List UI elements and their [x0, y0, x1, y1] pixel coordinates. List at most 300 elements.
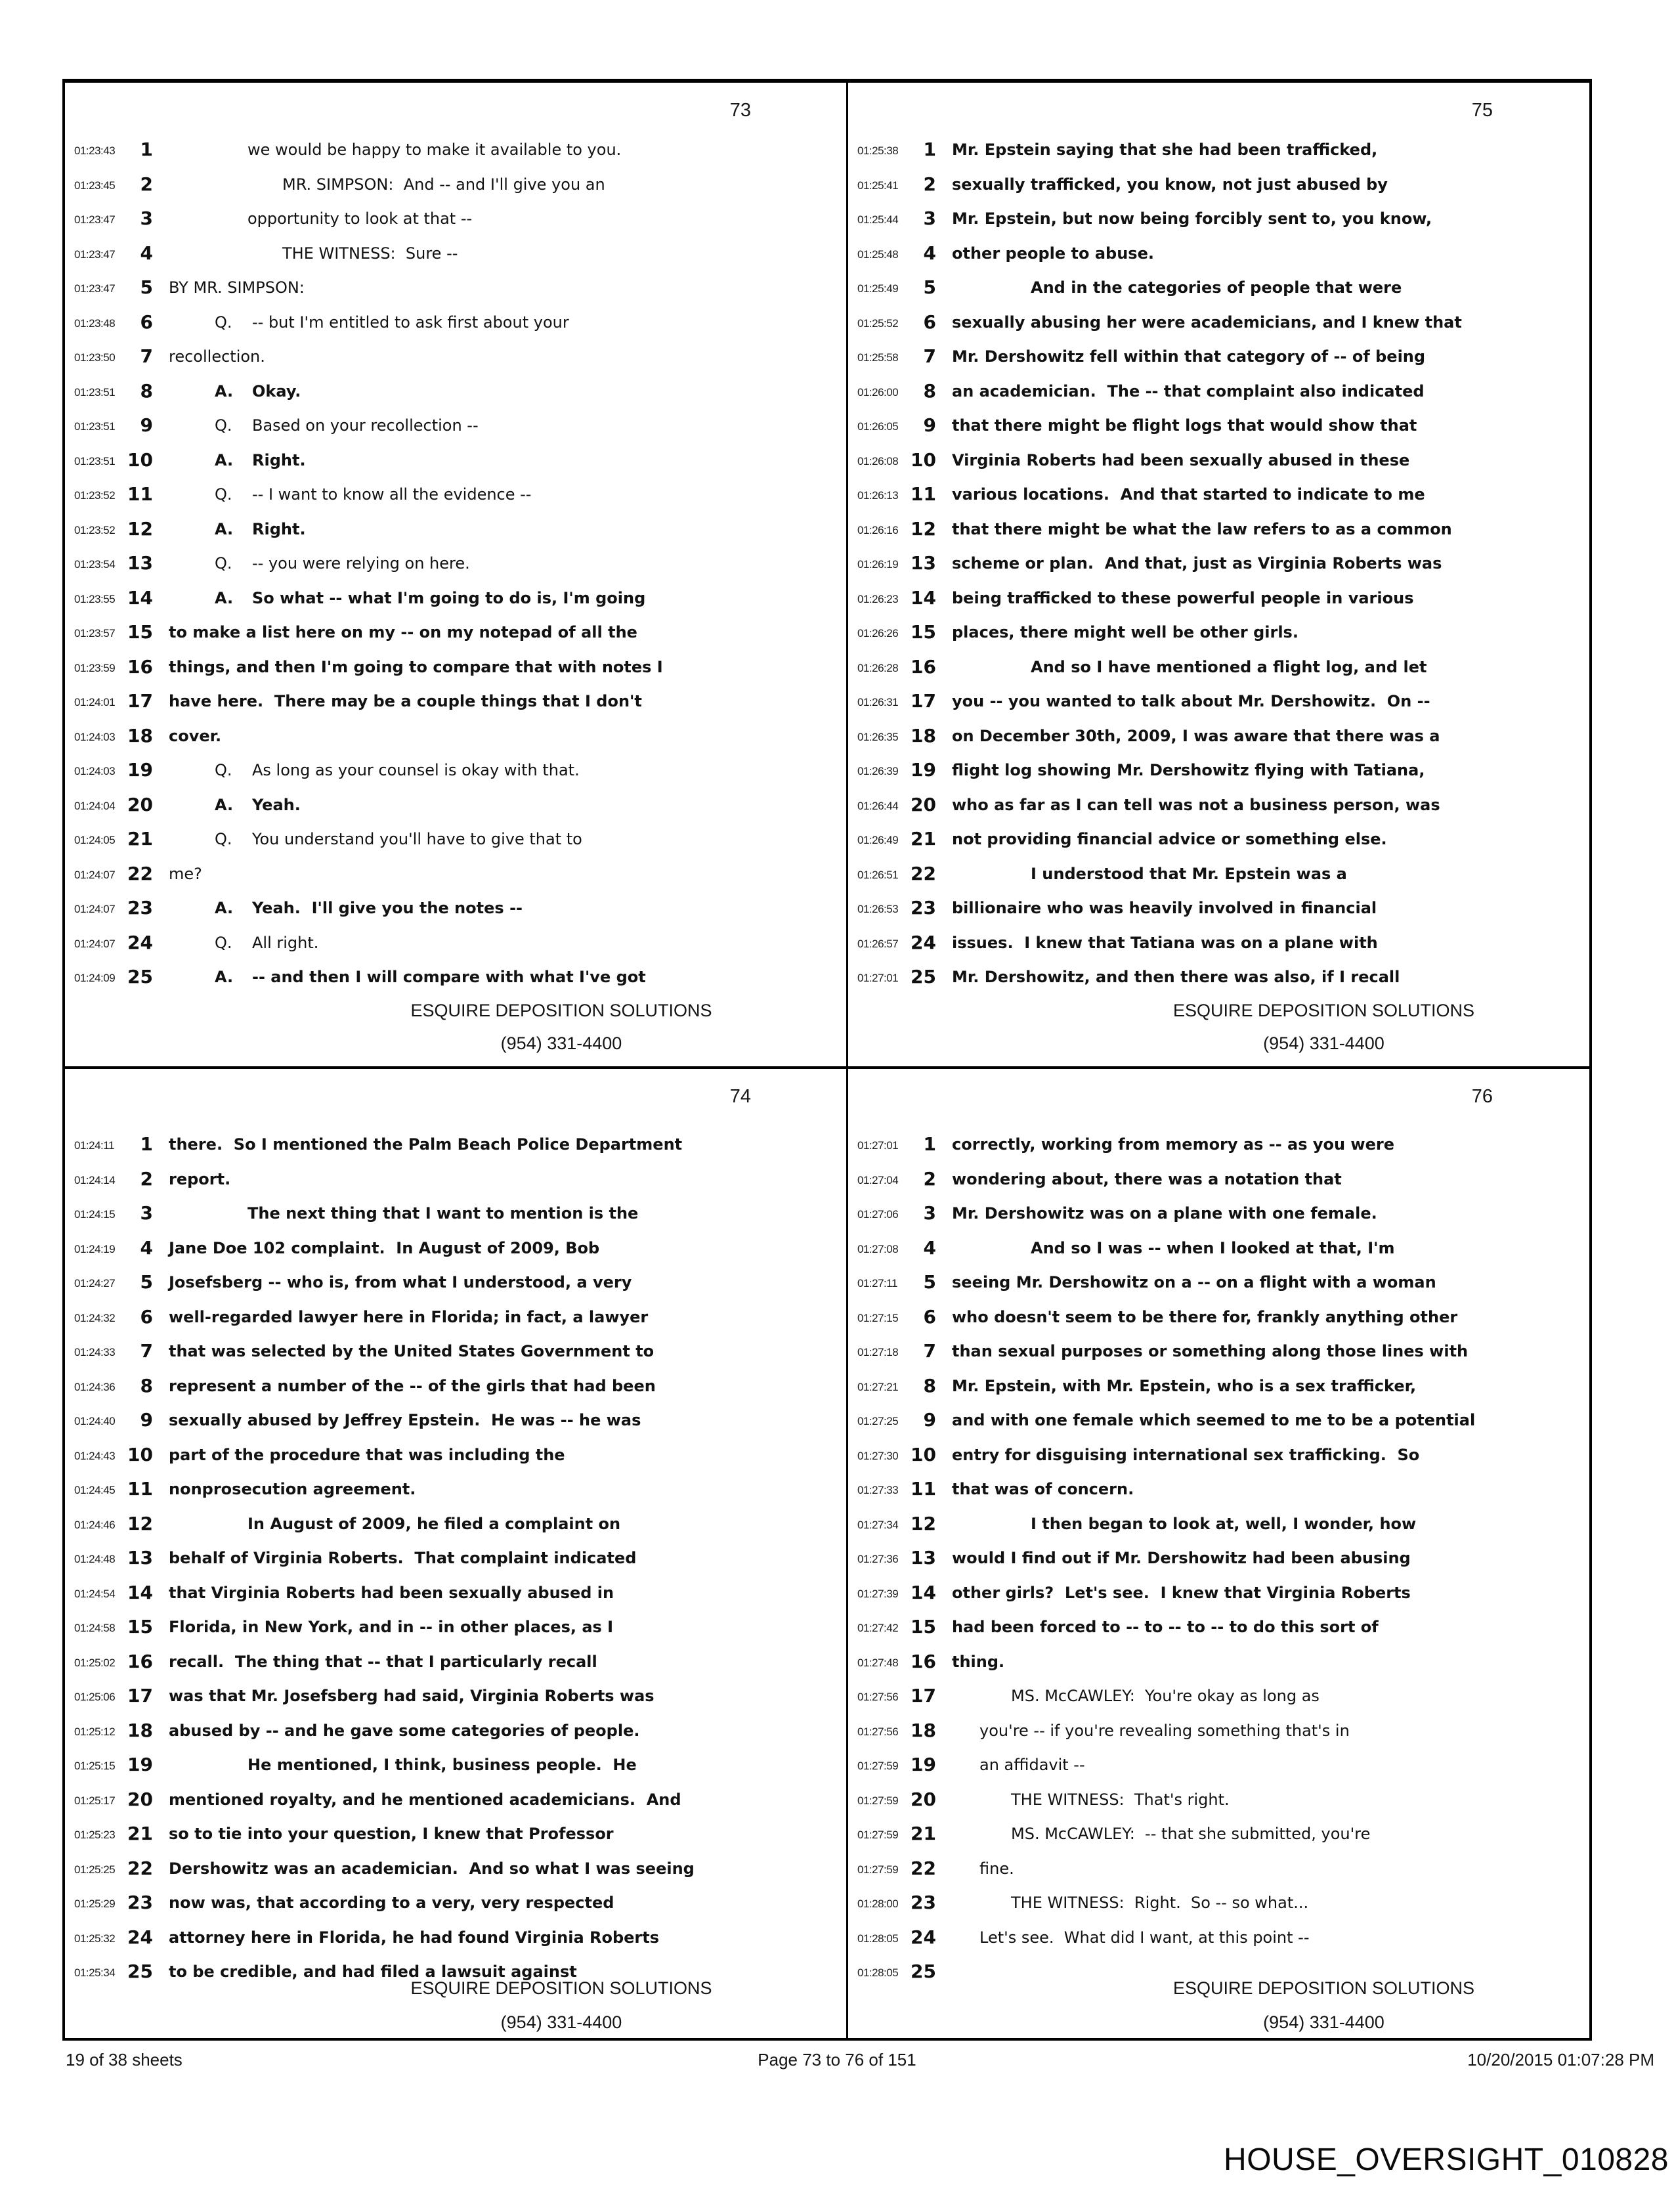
line-number: 5: [140, 276, 153, 298]
line-timestamp: 01:24:32: [74, 1311, 116, 1324]
reporter-phone: (954) 331-4400: [1263, 2012, 1384, 2032]
transcript-line: [65, 1582, 846, 1616]
line-text: Mr. Dershowitz was on a plane with one female.: [952, 1204, 1377, 1223]
line-number: 7: [140, 1340, 153, 1362]
line-text: Mr. Epstein, but now being forcibly sent to, you know,: [952, 209, 1432, 228]
transcript-line: [65, 725, 846, 760]
line-number: 13: [911, 1547, 936, 1569]
line-number: 3: [140, 207, 153, 229]
line-text: THE WITNESS: Right. So -- so what...: [1011, 1894, 1309, 1912]
line-text: places, there might well be other girls.: [952, 623, 1298, 641]
transcript-line: [65, 1857, 846, 1892]
line-timestamp: 01:25:25: [74, 1863, 116, 1876]
transcript-line: [848, 414, 1588, 449]
line-timestamp: 01:27:59: [857, 1863, 899, 1876]
line-number: 5: [923, 276, 936, 298]
line-number: 22: [911, 1857, 936, 1879]
transcript-line: [65, 1478, 846, 1513]
line-timestamp: 01:24:43: [74, 1449, 116, 1462]
transcript-line: [848, 552, 1588, 587]
line-text: that was of concern.: [952, 1480, 1134, 1498]
line-timestamp: 01:27:56: [857, 1691, 899, 1703]
transcript-line: [848, 1892, 1588, 1926]
transcript-line: [848, 1340, 1588, 1375]
transcript-line: [848, 1409, 1588, 1444]
line-text: And so I was -- when I looked at that, I'm: [1031, 1238, 1395, 1257]
line-text: represent a number of the -- of the girls that had been: [169, 1376, 656, 1395]
print-timestamp: 10/20/2015 01:07:28 PM: [1467, 2050, 1654, 2070]
line-text: THE WITNESS: Sure --: [282, 244, 458, 263]
line-text: A. Okay.: [215, 381, 301, 401]
line-number: 17: [127, 690, 153, 712]
line-number: 8: [140, 380, 153, 402]
line-number: 18: [127, 724, 153, 747]
qa-label: A.: [215, 588, 234, 607]
line-text: attorney here in Florida, he had found Virginia Roberts: [169, 1928, 660, 1947]
line-timestamp: 01:25:12: [74, 1725, 116, 1738]
transcript-line: [848, 1237, 1588, 1272]
line-text: to make a list here on my -- on my notepad of all the: [169, 623, 637, 641]
transcript-line: [848, 1375, 1588, 1410]
transcript-line: [65, 1651, 846, 1685]
line-timestamp: 01:24:36: [74, 1380, 116, 1393]
line-timestamp: 01:25:44: [857, 213, 899, 226]
line-timestamp: 01:26:53: [857, 903, 899, 915]
transcript-line: [848, 139, 1588, 173]
transcript-line: [65, 1375, 846, 1410]
reporter-company: ESQUIRE DEPOSITION SOLUTIONS: [410, 1001, 712, 1020]
line-number: 8: [140, 1374, 153, 1397]
line-number: 18: [911, 1719, 936, 1741]
transcript-line: [65, 173, 846, 208]
line-text: cover.: [169, 726, 222, 745]
transcript-line: [848, 1306, 1588, 1341]
line-timestamp: 01:26:35: [857, 730, 899, 743]
transcript-line: [848, 276, 1588, 311]
line-timestamp: 01:25:06: [74, 1691, 116, 1703]
line-text: recollection.: [169, 347, 265, 366]
line-text: A. Right.: [215, 519, 306, 538]
qa-label: Q.: [215, 416, 232, 435]
line-number: 25: [127, 1961, 153, 1982]
line-number: 17: [911, 1685, 936, 1706]
transcript-lines: [848, 1133, 1588, 2006]
line-number: 20: [127, 1788, 153, 1810]
line-timestamp: 01:24:46: [74, 1518, 116, 1531]
line-number: 10: [911, 1443, 936, 1465]
transcript-line: [848, 1133, 1588, 1168]
line-number: 18: [127, 1719, 153, 1741]
line-number: 23: [911, 1892, 936, 1913]
line-text: Jane Doe 102 complaint. In August of 2009, Bob: [169, 1238, 600, 1257]
line-number: 13: [911, 552, 936, 574]
line-timestamp: 01:28:05: [857, 1966, 899, 1979]
transcript-line: [65, 690, 846, 725]
line-number: 16: [911, 1650, 936, 1672]
line-text: who as far as I can tell was not a business person, was: [952, 795, 1440, 814]
line-text: not providing financial advice or something else.: [952, 830, 1387, 848]
line-number: 7: [923, 1340, 936, 1362]
transcript-line: [65, 621, 846, 656]
line-text: A. Yeah.: [215, 795, 301, 814]
line-text: Mr. Dershowitz fell within that category of -- of being: [952, 347, 1426, 366]
transcript-line: [848, 1513, 1588, 1548]
line-text: well-regarded lawyer here in Florida; in fact, a lawyer: [169, 1307, 649, 1326]
line-timestamp: 01:23:57: [74, 627, 116, 640]
line-text: things, and then I'm going to compare that with notes I: [169, 657, 663, 676]
line-number: 24: [911, 931, 936, 953]
transcript-line: [848, 345, 1588, 380]
line-number: 4: [140, 242, 153, 264]
line-timestamp: 01:25:52: [857, 316, 899, 330]
line-timestamp: 01:25:34: [74, 1966, 116, 1979]
line-number: 21: [911, 828, 936, 850]
line-timestamp: 01:27:08: [857, 1242, 899, 1255]
line-text: we would be happy to make it available to you.: [247, 141, 622, 159]
transcript-line: [65, 1926, 846, 1961]
line-number: 21: [127, 1823, 153, 1844]
transcript-line: [848, 897, 1588, 932]
transcript-line: [848, 1789, 1588, 1823]
reporter-company: ESQUIRE DEPOSITION SOLUTIONS: [1172, 1001, 1475, 1020]
line-timestamp: 01:27:56: [857, 1725, 899, 1738]
transcript-line: [848, 1720, 1588, 1754]
transcript-line: [65, 1754, 846, 1789]
line-timestamp: 01:24:07: [74, 903, 116, 915]
line-number: 2: [923, 1167, 936, 1190]
transcript-line: [848, 1582, 1588, 1616]
transcript-line: [65, 1340, 846, 1375]
qa-label: Q.: [215, 761, 232, 779]
transcript-line: [65, 1823, 846, 1857]
line-number: 3: [923, 207, 936, 229]
line-timestamp: 01:24:33: [74, 1346, 116, 1358]
line-number: 15: [127, 621, 153, 643]
line-text: MS. McCAWLEY: You're okay as long as: [1011, 1687, 1320, 1705]
transcript-line: [65, 518, 846, 553]
line-text: that was selected by the United States Government to: [169, 1342, 655, 1360]
line-text: billionaire who was heavily involved in financial: [952, 899, 1377, 917]
line-number: 10: [911, 448, 936, 471]
line-number: 23: [127, 1892, 153, 1913]
line-timestamp: 01:27:01: [857, 972, 899, 984]
line-text: Josefsberg -- who is, from what I understood, a very: [169, 1273, 632, 1291]
line-timestamp: 01:27:25: [857, 1415, 899, 1427]
line-timestamp: 01:24:07: [74, 937, 116, 950]
line-text: sexually abused by Jeffrey Epstein. He was -- he was: [169, 1411, 641, 1429]
transcript-line: [848, 725, 1588, 760]
transcript-line: [65, 1513, 846, 1548]
line-timestamp: 01:25:17: [74, 1794, 116, 1807]
line-timestamp: 01:26:08: [857, 454, 899, 467]
line-timestamp: 01:24:27: [74, 1277, 116, 1290]
line-text: had been forced to -- to -- to -- to do this sort of: [952, 1618, 1379, 1636]
line-timestamp: 01:23:45: [74, 179, 116, 192]
line-number: 18: [911, 724, 936, 747]
line-timestamp: 01:24:03: [74, 730, 116, 743]
line-timestamp: 01:25:02: [74, 1656, 116, 1669]
transcript-line: [65, 897, 846, 932]
line-number: 19: [911, 759, 936, 781]
line-number: 1: [923, 1133, 936, 1155]
line-text: so to tie into your question, I knew that Professor: [169, 1825, 614, 1843]
line-timestamp: 01:27:48: [857, 1656, 899, 1669]
transcript-line: [65, 414, 846, 449]
line-number: 2: [923, 173, 936, 195]
line-number: 22: [127, 862, 153, 884]
line-number: 23: [911, 897, 936, 919]
line-number: 19: [127, 759, 153, 781]
transcript-line: [65, 1133, 846, 1168]
line-text: would I find out if Mr. Dershowitz had been abusing: [952, 1549, 1411, 1567]
line-text: Mr. Dershowitz, and then there was also, if I recall: [952, 968, 1400, 986]
transcript-line: [848, 380, 1588, 415]
line-text: report.: [169, 1169, 231, 1188]
line-number: 17: [911, 690, 936, 712]
line-timestamp: 01:25:38: [857, 144, 899, 157]
line-text: an academician. The -- that complaint also indicated: [952, 381, 1425, 401]
transcript-line: [65, 552, 846, 587]
line-timestamp: 01:27:01: [857, 1139, 899, 1152]
transcript-line: [848, 966, 1588, 1001]
line-timestamp: 01:26:05: [857, 420, 899, 433]
page-range: Page 73 to 76 of 151: [758, 2050, 916, 2070]
line-timestamp: 01:27:39: [857, 1587, 899, 1600]
line-timestamp: 01:26:00: [857, 385, 899, 399]
transcript-line: [65, 207, 846, 242]
line-timestamp: 01:26:13: [857, 489, 899, 502]
qa-label: Q.: [215, 830, 232, 848]
page-number: 75: [1471, 100, 1493, 121]
line-number: 21: [127, 828, 153, 850]
line-timestamp: 01:25:23: [74, 1829, 116, 1841]
page-number: 76: [1471, 1086, 1493, 1107]
line-text: Q. As long as your counsel is okay with that.: [215, 761, 580, 779]
transcript-page-74: [65, 1069, 846, 2039]
transcript-line: [848, 449, 1588, 484]
line-number: 20: [911, 793, 936, 815]
line-number: 2: [140, 173, 153, 195]
line-number: 16: [127, 1650, 153, 1672]
transcript-line: [65, 828, 846, 863]
transcript-line: [848, 173, 1588, 208]
line-text: that there might be what the law refers to as a common: [952, 519, 1452, 538]
transcript-line: [848, 1547, 1588, 1582]
line-timestamp: 01:25:49: [857, 282, 899, 295]
line-timestamp: 01:24:15: [74, 1208, 116, 1221]
line-text: A. So what -- what I'm going to do is, I'm going: [215, 588, 646, 607]
line-text: correctly, working from memory as -- as you were: [952, 1135, 1394, 1154]
line-number: 24: [911, 1926, 936, 1948]
transcript-line: [848, 1168, 1588, 1203]
transcript-line: [65, 483, 846, 518]
page-number: 73: [729, 100, 751, 121]
line-timestamp: 01:23:59: [74, 661, 116, 674]
line-timestamp: 01:24:03: [74, 765, 116, 777]
line-number: 4: [140, 1236, 153, 1259]
qa-label: Q.: [215, 485, 232, 504]
line-text: I then began to look at, well, I wonder, how: [1031, 1514, 1417, 1533]
line-text: various locations. And that started to indicate to me: [952, 485, 1425, 504]
line-number: 22: [911, 862, 936, 884]
line-timestamp: 01:26:23: [857, 592, 899, 605]
transcript-line: [65, 276, 846, 311]
line-timestamp: 01:27:33: [857, 1484, 899, 1496]
line-number: 10: [127, 448, 153, 471]
qa-label: A.: [215, 450, 234, 469]
line-timestamp: 01:24:48: [74, 1553, 116, 1565]
line-number: 14: [127, 1581, 153, 1603]
line-timestamp: 01:24:54: [74, 1587, 116, 1600]
line-text: I understood that Mr. Epstein was a: [1031, 864, 1347, 883]
line-number: 5: [923, 1271, 936, 1293]
line-number: 25: [127, 966, 153, 987]
line-timestamp: 01:27:15: [857, 1311, 899, 1324]
line-number: 20: [911, 1788, 936, 1810]
transcript-line: [65, 587, 846, 622]
line-timestamp: 01:24:19: [74, 1242, 116, 1255]
line-timestamp: 01:27:59: [857, 1829, 899, 1841]
line-text: issues. I knew that Tatiana was on a plane with: [952, 933, 1378, 952]
line-timestamp: 01:24:05: [74, 834, 116, 846]
transcript-line: [65, 1271, 846, 1306]
line-timestamp: 01:23:50: [74, 351, 116, 364]
transcript-line: [65, 863, 846, 898]
line-number: 1: [923, 139, 936, 160]
transcript-line: [65, 1616, 846, 1651]
line-number: 5: [140, 1271, 153, 1293]
transcript-line: [65, 139, 846, 173]
transcript-line: [65, 932, 846, 966]
qa-label: A.: [215, 899, 234, 917]
transcript-line: [848, 483, 1588, 518]
line-text: fine.: [979, 1859, 1014, 1878]
transcript-line: [65, 1720, 846, 1754]
line-timestamp: 01:27:59: [857, 1794, 899, 1807]
line-text: Let's see. What did I want, at this point --: [979, 1928, 1310, 1947]
line-number: 4: [923, 1236, 936, 1259]
line-timestamp: 01:24:14: [74, 1173, 116, 1186]
reporter-phone: (954) 331-4400: [500, 2012, 622, 2032]
line-timestamp: 01:26:16: [857, 523, 899, 536]
line-text: to be credible, and had filed a lawsuit against: [169, 1963, 577, 1981]
transcript-line: [65, 794, 846, 829]
line-text: being trafficked to these powerful people in various: [952, 588, 1414, 607]
line-number: 19: [127, 1754, 153, 1775]
line-timestamp: 01:25:29: [74, 1898, 116, 1910]
line-timestamp: 01:25:15: [74, 1760, 116, 1772]
line-timestamp: 01:24:01: [74, 696, 116, 708]
transcript-line: [848, 794, 1588, 829]
transcript-line: [848, 932, 1588, 966]
line-timestamp: 01:27:04: [857, 1173, 899, 1186]
line-text: sexually trafficked, you know, not just abused by: [952, 175, 1388, 194]
line-text: mentioned royalty, and he mentioned academicians. And: [169, 1790, 681, 1809]
line-number: 11: [127, 1478, 153, 1500]
line-text: and with one female which seemed to me to be a potential: [952, 1411, 1476, 1429]
bates-stamp: HOUSE_OVERSIGHT_010828: [1224, 2142, 1669, 2177]
line-number: 12: [127, 517, 153, 540]
line-number: 15: [911, 621, 936, 643]
line-timestamp: 01:23:47: [74, 248, 116, 261]
line-text: MS. McCAWLEY: -- that she submitted, you're: [1011, 1825, 1371, 1843]
transcript-line: [65, 1444, 846, 1479]
line-timestamp: 01:23:43: [74, 144, 116, 157]
line-timestamp: 01:23:51: [74, 385, 116, 399]
line-number: 10: [127, 1443, 153, 1465]
transcript-lines: [65, 1133, 846, 2006]
transcript-line: [848, 621, 1588, 656]
transcript-line: [65, 1789, 846, 1823]
transcript-grid: [62, 79, 1592, 2041]
line-number: 8: [923, 380, 936, 402]
line-number: 17: [127, 1685, 153, 1706]
line-number: 15: [911, 1616, 936, 1637]
line-text: an affidavit --: [979, 1756, 1085, 1774]
line-timestamp: 01:23:48: [74, 316, 116, 330]
line-number: 16: [127, 655, 153, 678]
line-text: nonprosecution agreement.: [169, 1480, 416, 1498]
line-text: Q. All right.: [215, 933, 319, 952]
qa-label: Q.: [215, 933, 232, 952]
line-number: 24: [127, 931, 153, 953]
line-text: THE WITNESS: That's right.: [1011, 1790, 1230, 1809]
line-text: Q. -- I want to know all the evidence --: [215, 485, 532, 504]
line-number: 13: [127, 1547, 153, 1569]
line-text: behalf of Virginia Roberts. That complaint indicated: [169, 1549, 637, 1567]
transcript-line: [65, 1547, 846, 1582]
line-text: seeing Mr. Dershowitz on a -- on a flight with a woman: [952, 1273, 1436, 1291]
line-text: on December 30th, 2009, I was aware that there was a: [952, 726, 1440, 745]
line-number: 23: [127, 897, 153, 919]
line-timestamp: 01:25:58: [857, 351, 899, 364]
line-number: 7: [140, 345, 153, 367]
transcript-line: [65, 1892, 846, 1926]
transcript-line: [65, 1202, 846, 1237]
transcript-line: [848, 1823, 1588, 1857]
qa-label: Q.: [215, 554, 232, 573]
transcript-line: [848, 1616, 1588, 1651]
line-timestamp: 01:27:36: [857, 1553, 899, 1565]
line-text: scheme or plan. And that, just as Virginia Roberts was: [952, 554, 1442, 573]
line-number: 14: [911, 586, 936, 609]
line-timestamp: 01:26:44: [857, 799, 899, 812]
line-text: He mentioned, I think, business people. He: [247, 1756, 637, 1774]
page-number: 74: [729, 1086, 751, 1107]
line-text: opportunity to look at that --: [247, 209, 473, 228]
transcript-line: [848, 863, 1588, 898]
line-timestamp: 01:28:05: [857, 1932, 899, 1945]
line-number: 6: [923, 1305, 936, 1328]
line-number: 3: [923, 1202, 936, 1224]
line-text: wondering about, there was a notation that: [952, 1169, 1342, 1188]
line-timestamp: 01:27:18: [857, 1346, 899, 1358]
line-number: 24: [127, 1926, 153, 1948]
line-text: Q. -- but I'm entitled to ask first about your: [215, 313, 569, 332]
transcript-line: [65, 345, 846, 380]
line-number: 1: [140, 139, 153, 160]
line-timestamp: 01:26:31: [857, 696, 899, 708]
line-text: me?: [169, 864, 202, 883]
line-text: part of the procedure that was including the: [169, 1445, 565, 1464]
line-text: now was, that according to a very, very respected: [169, 1894, 614, 1912]
line-timestamp: 01:23:55: [74, 592, 116, 605]
line-number: 11: [127, 483, 153, 505]
qa-label: A.: [215, 795, 234, 814]
sheet-count: 19 of 38 sheets: [66, 2050, 182, 2070]
line-timestamp: 01:23:52: [74, 489, 116, 502]
line-timestamp: 01:24:58: [74, 1622, 116, 1634]
